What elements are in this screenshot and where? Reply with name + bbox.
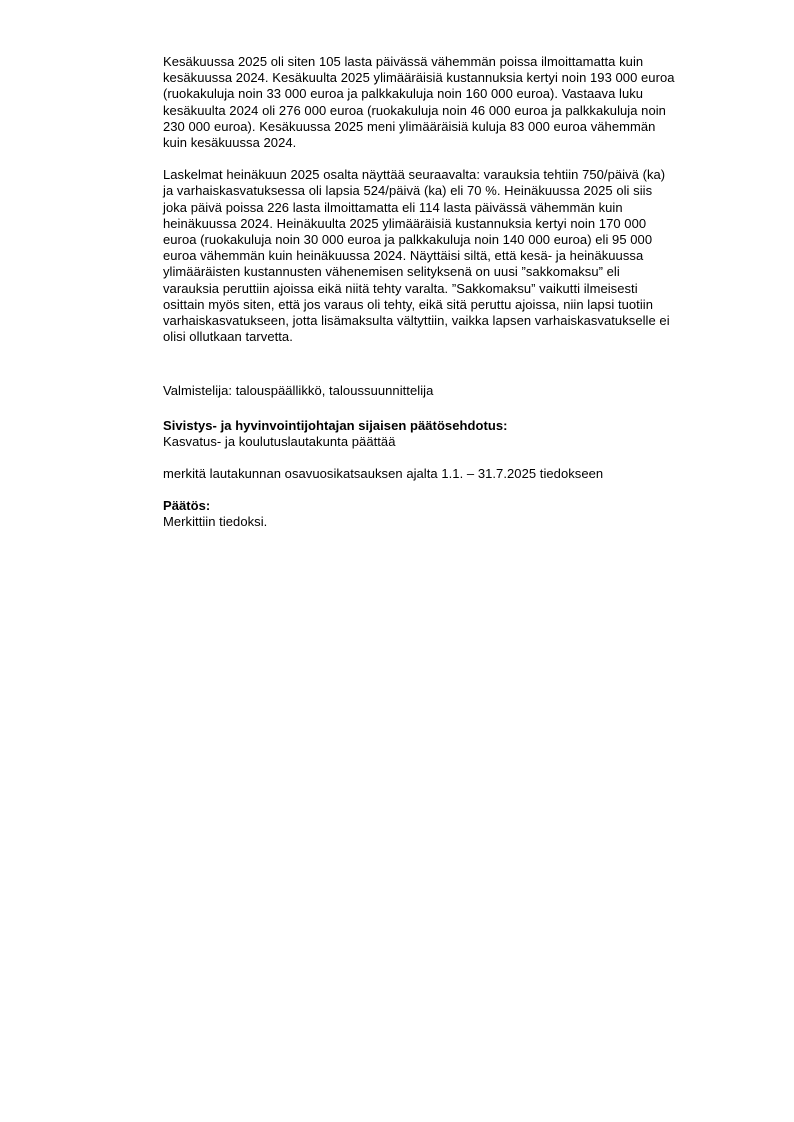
paragraph-july-costs <box>163 167 733 345</box>
proposal-heading: Sivistys- ja hyvinvointijohtajan sijaisen päätösehdotus: <box>163 417 508 433</box>
proposal-action-line <box>163 466 733 482</box>
proposal-section <box>163 418 733 450</box>
proposal-action: merkitä lautakunnan osavuosikatsauksen ajalta 1.1. – 31.7.2025 tiedokseen <box>163 466 604 482</box>
paragraph-june-costs <box>163 54 733 151</box>
text-line: euroa (ruokakuluja noin 30 000 euroa ja palkkakuluja noin 140 000 euroa) eli 95 000 <box>163 232 653 248</box>
text-line: kesäkuulta 2024 oli 276 000 euroa (ruokakuluja noin 46 000 euroa ja palkkakuluja noin <box>163 102 666 118</box>
text-line: euroa vähemmän kuin heinäkuussa 2024. Näyttäisi siltä, että kesä- ja heinäkuussa <box>163 248 644 264</box>
text-line: Kesäkuussa 2025 oli siten 105 lasta päivässä vähemmän poissa ilmoittamatta kuin <box>163 54 644 69</box>
text-line: kesäkuussa 2024. Kesäkuulta 2025 ylimääräisiä kustannuksia kertyi noin 193 000 euroa <box>163 70 675 86</box>
text-line: varauksia peruttiin ajoissa eikä niitä tehty varalta. ”Sakkomaksu” vaikutti ilmeisesti <box>163 280 638 296</box>
text-line: varhaiskasvatukseen, jotta lisämaksulta vältyttiin, vaikka lapsen varhaiskasvatukselle ei <box>163 313 670 329</box>
proposal-body: Kasvatus- ja koulutuslautakunta päättää <box>163 433 396 449</box>
spacer <box>163 482 733 498</box>
spacer <box>163 151 733 167</box>
spacer <box>163 345 733 383</box>
text-line: ja varhaiskasvatuksessa oli lapsia 524/päivä (ka) eli 70 %. Heinäkuussa 2025 oli siis <box>163 183 653 199</box>
text-line: joka päivä poissa 226 lasta ilmoittamatta eli 114 lasta päivässä vähemmän kuin <box>163 199 623 215</box>
decision-body: Merkittiin tiedoksi. <box>163 514 268 530</box>
text-line: olisi ollutkaan tarvetta. <box>163 329 293 345</box>
spacer <box>163 450 733 466</box>
text-line: heinäkuussa 2024. Heinäkuulta 2025 ylimääräisiä kustannuksia kertyi noin 170 000 <box>163 215 647 231</box>
spacer <box>163 400 733 418</box>
text-line: Laskelmat heinäkuun 2025 osalta näyttää seuraavalta: varauksia tehtiin 750/päivä (ka) <box>163 167 666 183</box>
decision-section <box>163 498 733 530</box>
preparer-line <box>163 383 733 399</box>
text-line: kuin kesäkuussa 2024. <box>163 135 297 151</box>
text-line: ylimääräisten kustannusten vähenemisen selityksenä on uusi ”sakkomaksu” eli <box>163 264 620 280</box>
text-line: osittain myös siten, että jos varaus oli tehty, eikä sitä peruttu ajoissa, niin lapsi tuotiin <box>163 296 653 312</box>
text-line: (ruokakuluja noin 33 000 euroa ja palkkakuluja noin 160 000 euroa). Vastaava luku <box>163 86 644 102</box>
document-page <box>163 54 733 531</box>
text-line: 230 000 euroa). Kesäkuussa 2025 meni ylimääräisiä kuluja 83 000 euroa vähemmän <box>163 118 656 134</box>
decision-heading: Päätös: <box>163 498 211 514</box>
preparer-text: Valmistelija: talouspäällikkö, taloussuunnittelija <box>163 383 434 399</box>
